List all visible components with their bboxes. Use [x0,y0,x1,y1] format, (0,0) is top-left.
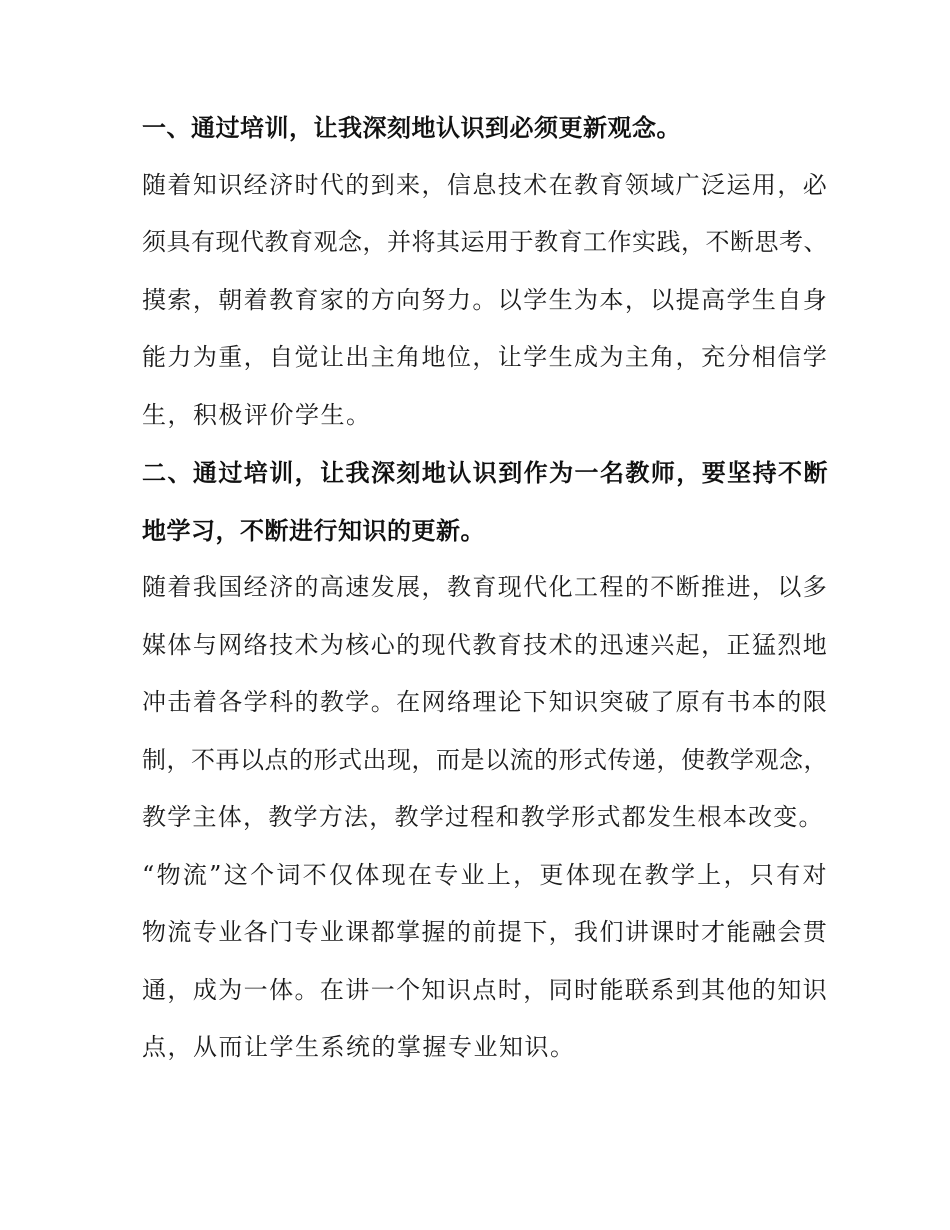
paragraph-line: 物流专业各门专业课都掌握的前提下，我们讲课时才能融会贯 [142,918,828,946]
section-1-heading-line: 一、通过培训，让我深刻地认识到必须更新观念。 [142,113,681,142]
paragraph-line: 媒体与网络技术为核心的现代教育技术的迅速兴起，正猛烈地 [142,630,828,659]
section-2-heading-line: 二、通过培训，让我深刻地认识到作为一名教师，要坚持不断 [142,458,828,487]
paragraph-line: “物流”这个词不仅体现在专业上，更体现在教学上，只有对 [142,860,828,889]
paragraph-line: 教学主体，教学方法，教学过程和教学形式都发生根本改变。 [142,803,824,831]
paragraph-line: 通，成为一体。在讲一个知识点时，同时能联系到其他的知识 [142,975,828,1004]
section-1-paragraph [142,157,828,445]
section-2-heading [142,444,828,559]
document-body [142,99,828,1077]
paragraph-line: 制，不再以点的形式出现，而是以流的形式传递，使教学观念， [142,745,828,774]
paragraph-line: 随着知识经济时代的到来，信息技术在教育领域广泛运用，必 [142,170,828,199]
section-2-heading-line: 地学习，不断进行知识的更新。 [142,515,485,545]
section-1-heading [142,99,828,157]
paragraph-line: 能力为重，自觉让出主角地位，让学生成为主角，充分相信学 [142,343,828,371]
paragraph-line: 须具有现代教育观念，并将其运用于教育工作实践，不断思考、 [142,228,828,256]
paragraph-line: 点，从而让学生系统的掌握专业知识。 [142,1033,576,1061]
section-2-paragraph [142,559,828,1077]
paragraph-line: 生，积极评价学生。 [142,400,372,429]
paragraph-line: 摸索，朝着教育家的方向努力。以学生为本，以提高学生自身 [142,285,828,314]
paragraph-line: 冲击着各学科的教学。在网络理论下知识突破了原有书本的限 [142,688,828,716]
paragraph-line: 随着我国经济的高速发展，教育现代化工程的不断推进，以多 [142,573,828,601]
